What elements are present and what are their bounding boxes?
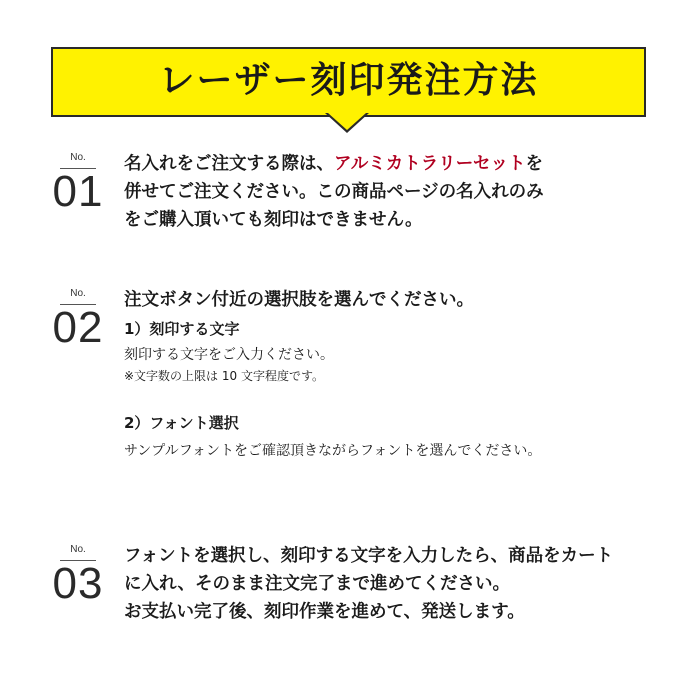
step2-sub1-text: 刻印する文字をご入力ください。 <box>124 347 334 363</box>
step-no-label: No. <box>70 152 86 163</box>
page-title: レーザー刻印発注方法 <box>158 60 539 101</box>
step2-sub2-heading: 2）フォント選択 <box>124 414 239 432</box>
step-digits: 01 <box>52 167 104 216</box>
step-no-label: No. <box>70 544 86 555</box>
step3-line3: お支払い完了後、刻印作業を進めて、発送します。 <box>124 602 525 622</box>
step-no-label: No. <box>70 288 86 299</box>
step1-line1-suffix: を <box>525 154 543 174</box>
product-name-highlight: アルミカトラリーセット <box>334 154 526 174</box>
step-number-01 <box>38 152 118 215</box>
step-body-01 <box>124 150 684 234</box>
step3-line1: フォントを選択し、刻印する文字を入力したら、商品をカート <box>124 546 614 566</box>
step-number-02 <box>38 288 118 351</box>
step-digits: 03 <box>52 559 104 608</box>
step-digits: 02 <box>52 303 104 352</box>
step1-line3: をご購入頂いても刻印はできません。 <box>124 210 423 230</box>
step2-sub1-heading: 1）刻印する文字 <box>124 320 240 338</box>
step-number-03 <box>38 544 118 607</box>
step2-sub1-note: ※文字数の上限は 10 文字程度です。 <box>124 369 324 383</box>
header-banner <box>51 47 646 133</box>
step-body-03 <box>124 542 684 626</box>
step2-intro: 注文ボタン付近の選択肢を選んでください。 <box>124 290 474 310</box>
step2-sub2-text: サンプルフォントをご確認頂きながらフォントを選んでください。 <box>124 443 542 459</box>
step1-line1-prefix: 名入れをご注文する際は、 <box>124 154 334 174</box>
step1-line1 <box>124 150 684 178</box>
step1-line2: 併せてご注文ください。この商品ページの名入れのみ <box>124 182 544 202</box>
step3-line2: に入れ、そのまま注文完了まで進めてください。 <box>124 574 511 594</box>
step-body-02 <box>124 286 684 462</box>
